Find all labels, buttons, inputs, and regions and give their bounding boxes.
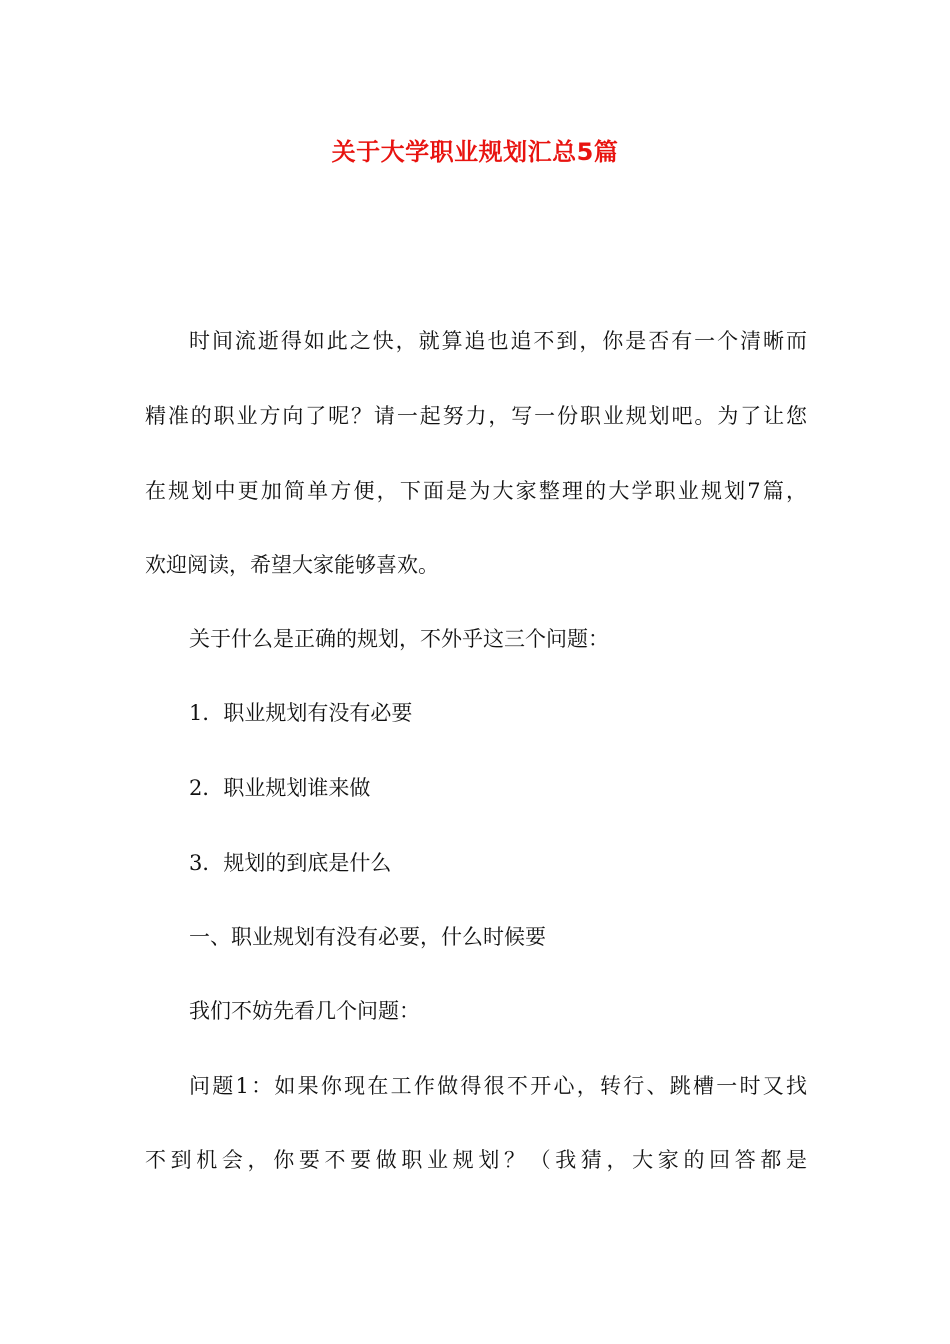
paragraph-line: 在规划中更加简单方便，下面是为大家整理的大学职业规划7篇， [145,479,807,503]
paragraph-line: 不到机会，你要不要做职业规划？（我猜，大家的回答都是 [145,1148,807,1172]
paragraph-line: 欢迎阅读，希望大家能够喜欢。 [145,553,439,577]
paragraph-line: 精准的职业方向了呢？请一起努力，写一份职业规划吧。为了让您 [145,404,807,428]
list-item: 2．职业规划谁来做 [189,776,371,800]
list-item: 3．规划的到底是什么 [189,851,392,875]
document-title: 关于大学职业规划汇总5篇 [331,138,619,166]
paragraph-line: 我们不妨先看几个问题： [189,999,420,1023]
paragraph-line: 关于什么是正确的规划，不外乎这三个问题： [189,627,609,651]
paragraph-line: 时间流逝得如此之快，就算追也追不到，你是否有一个清晰而 [189,329,807,353]
list-item: 1．职业规划有没有必要 [189,701,413,725]
paragraph-line: 问题1：如果你现在工作做得很不开心，转行、跳槽一时又找 [189,1074,807,1098]
section-heading: 一、职业规划有没有必要，什么时候要 [189,925,546,949]
